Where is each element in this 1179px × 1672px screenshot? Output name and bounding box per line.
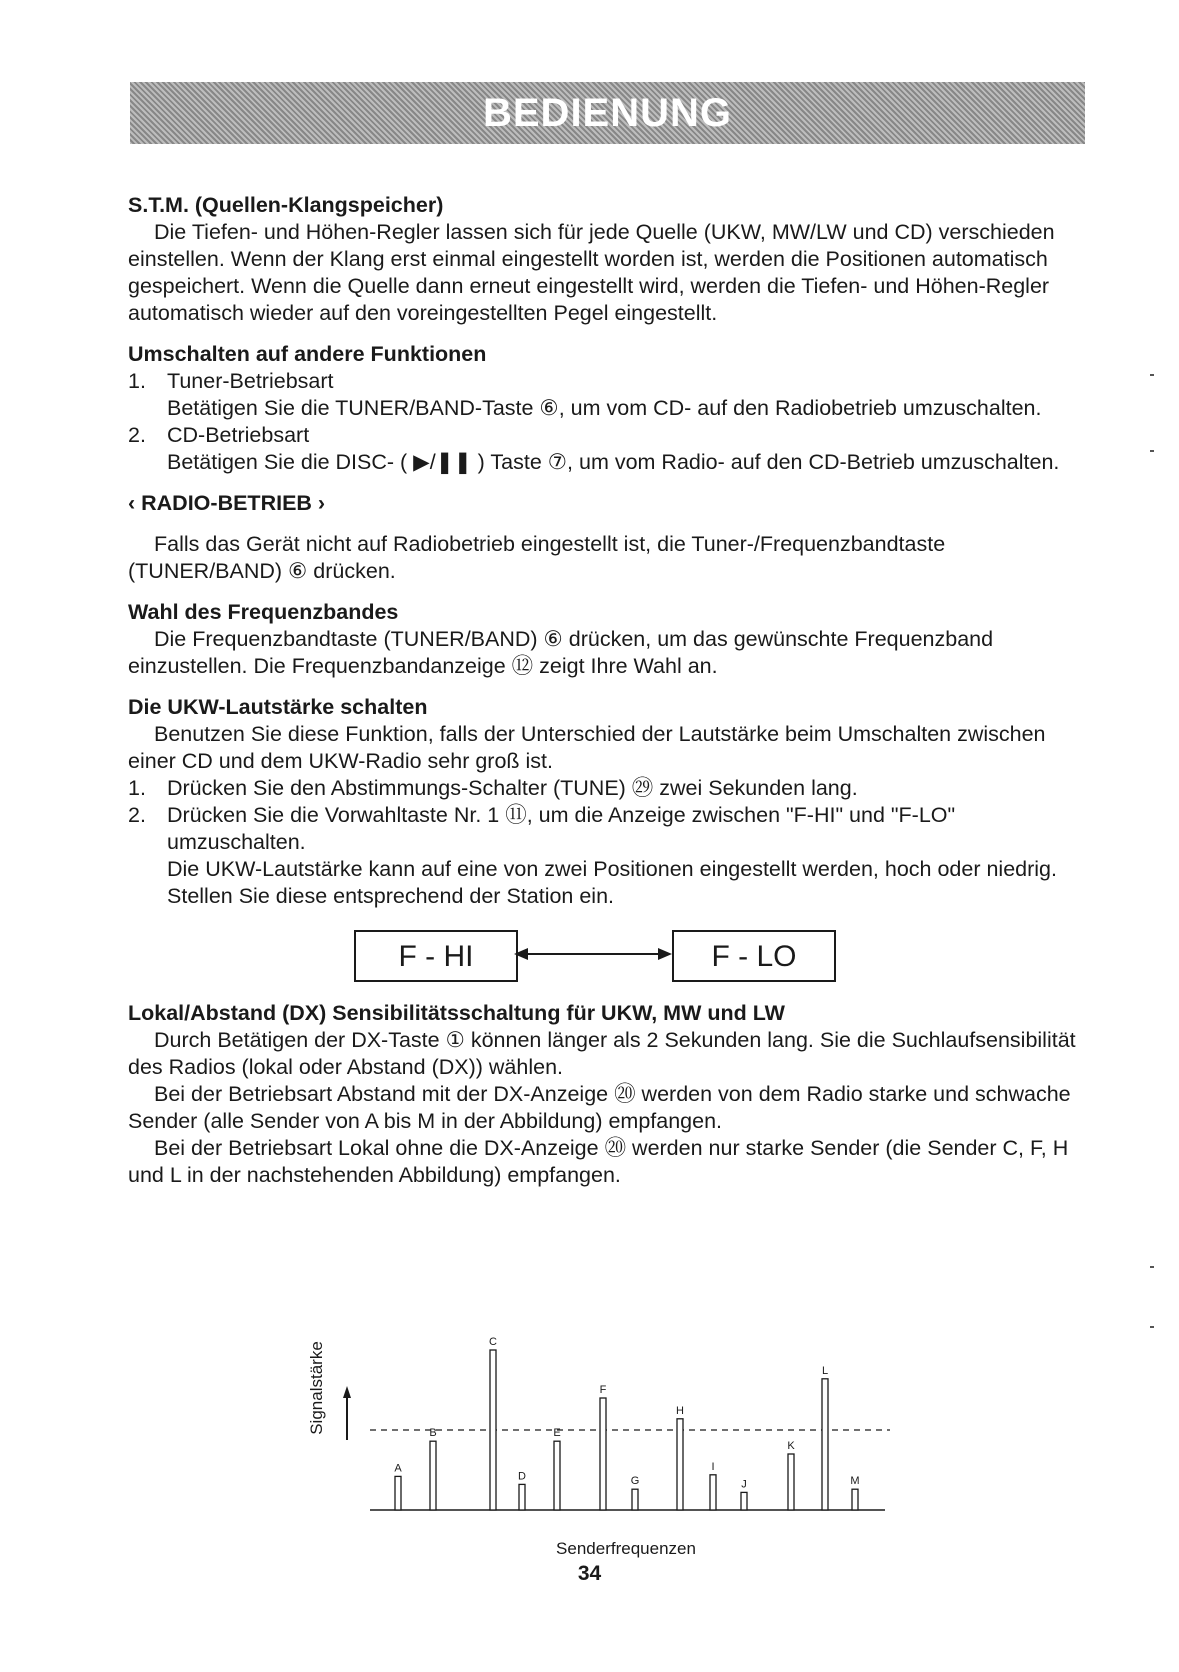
ukw-list (128, 775, 1088, 910)
stm-text: Die Tiefen- und Höhen-Regler lassen sich für jede Quelle (UKW, MW/LW und CD) verschieden einstellen. Wenn der Klang erst einmal eingestellt worden ist, werden die Positionen automatisch gespeichert. Wenn die Quelle dann erneut eingestellt wird, werden die Tiefen- und Höhen-Regler automatisch wieder auf den voreingestellten Pegel eingestellt. (128, 220, 1055, 325)
bar-m (852, 1489, 858, 1510)
bar-b (430, 1441, 436, 1510)
margin-mark (1150, 374, 1154, 376)
switch-list (128, 368, 1088, 476)
band-heading: Wahl des Frequenzbandes (128, 600, 399, 624)
bar-i (710, 1475, 716, 1510)
stm-heading: S.T.M. (Quellen-Klangspeicher) (128, 193, 444, 217)
f-hi-box: F - HI (354, 930, 518, 982)
bar-label-e: E (553, 1427, 561, 1440)
x-axis-label: Senderfrequenzen (556, 1539, 696, 1558)
bar-l (822, 1379, 828, 1510)
list-number: 1. (128, 776, 146, 800)
bar-label-k: K (787, 1440, 795, 1452)
list-item-extra: Die UKW-Lautstärke kann auf eine von zwei Positionen eingestellt werden, hoch oder niedrig. Stellen Sie diese entsprechend der Station ein. (167, 857, 1057, 908)
list-item-title: Tuner-Betriebsart (167, 369, 334, 393)
bar-label-b: B (429, 1427, 437, 1440)
list-number: 1. (128, 369, 146, 393)
ukw-section (128, 694, 1088, 1000)
switch-section (128, 341, 1088, 476)
margin-mark (1150, 450, 1154, 452)
band-text: Die Frequenzbandtaste (TUNER/BAND) ⑥ drücken, um das gewünschte Frequenzband einzustellen. Die Frequenzbandanzeige ⑫ zeigt Ihre Wahl an. (128, 627, 994, 678)
bar-label-d: D (518, 1470, 526, 1483)
double-arrow-icon (514, 944, 672, 964)
signal-strength-chart (300, 1322, 950, 1572)
bar-label-c: C (489, 1336, 497, 1348)
bar-f (600, 1398, 606, 1510)
bar-c (490, 1350, 496, 1510)
f-hi-lo-diagram (128, 922, 1088, 1000)
bar-label-l: L (821, 1364, 829, 1377)
bar-h (677, 1419, 683, 1510)
ukw-heading: Die UKW-Lautstärke schalten (128, 695, 428, 719)
radio-text: Falls das Gerät nicht auf Radiobetrieb eingestellt ist, die Tuner-/Frequenzbandtaste (TUNER/BAND) ⑥ drücken. (128, 532, 946, 583)
list-item (128, 422, 1088, 476)
bar-d (519, 1484, 525, 1510)
bar-a (395, 1476, 401, 1510)
bar-label-f: F (599, 1384, 607, 1396)
bar-k (788, 1454, 794, 1510)
up-arrow-icon (343, 1386, 351, 1398)
bar-label-j: J (741, 1478, 747, 1491)
switch-heading: Umschalten auf andere Funktionen (128, 342, 487, 366)
list-number: 2. (128, 803, 146, 827)
radio-heading: ‹ RADIO-BETRIEB › (128, 491, 326, 515)
bar-j (741, 1492, 747, 1510)
ukw-intro: Benutzen Sie diese Funktion, falls der Unterschied der Lautstärke beim Umschalten zwischen einer CD und dem UKW-Radio sehr groß ist. (128, 722, 1046, 773)
bar-label-i: I (711, 1460, 715, 1473)
f-lo-box: F - LO (672, 930, 836, 982)
dx-section (128, 1000, 1088, 1189)
list-item-text: Betätigen Sie die TUNER/BAND-Taste ⑥, um vom CD- auf den Radiobetrieb umzuschalten. (167, 396, 1042, 420)
radio-section (128, 490, 1088, 585)
list-item (128, 368, 1088, 422)
list-number: 2. (128, 423, 146, 447)
list-item-text: Betätigen Sie die DISC- ( ▶/❚❚ ) Taste ⑦, um vom Radio- auf den CD-Betrieb umzuschalten. (167, 450, 1060, 474)
band-section (128, 599, 1088, 680)
list-item (128, 775, 1088, 802)
bar-label-g: G (630, 1475, 640, 1488)
stm-section (128, 192, 1088, 327)
chart-svg (300, 1322, 950, 1572)
page-number: 34 (577, 1562, 602, 1585)
bar-label-m: M (850, 1475, 860, 1488)
dx-paragraph-3: Bei der Betriebsart Lokal ohne die DX-Anzeige ⑳ werden nur starke Sender (die Sender C, F, H und L in der nachstehenden Abbildung) empfangen. (128, 1136, 1069, 1187)
list-item-title: CD-Betriebsart (167, 423, 310, 447)
list-item-text: Drücken Sie den Abstimmungs-Schalter (TUNE) ㉙ zwei Sekunden lang. (167, 776, 858, 800)
bar-g (632, 1489, 638, 1510)
bar-label-a: A (394, 1462, 402, 1475)
bar-e (554, 1441, 560, 1510)
dx-heading: Lokal/Abstand (DX) Sensibilitätsschaltung für UKW, MW und LW (128, 1001, 785, 1025)
bar-label-h: H (676, 1404, 684, 1417)
page-title: BEDIENUNG (482, 90, 733, 135)
list-item (128, 802, 1088, 910)
section-header-bar (130, 82, 1085, 144)
main-content (128, 192, 1088, 1189)
dx-paragraph-2: Bei der Betriebsart Abstand mit der DX-Anzeige ⑳ werden von dem Radio starke und schwache Sender (alle Sender von A bis M in der Abbildung) empfangen. (128, 1082, 1071, 1133)
dx-paragraph-1: Durch Betätigen der DX-Taste ① können länger als 2 Sekunden lang. Sie die Suchlaufsensibilität des Radios (lokal oder Abstand (DX)) wählen. (128, 1028, 1076, 1079)
margin-mark (1150, 1326, 1154, 1328)
list-item-text: Drücken Sie die Vorwahltaste Nr. 1 ⑪, um die Anzeige zwischen "F-HI" und "F-LO" umzuschalten. (167, 803, 956, 854)
margin-mark (1150, 1266, 1154, 1268)
y-axis-label: Signalstärke (307, 1341, 326, 1435)
